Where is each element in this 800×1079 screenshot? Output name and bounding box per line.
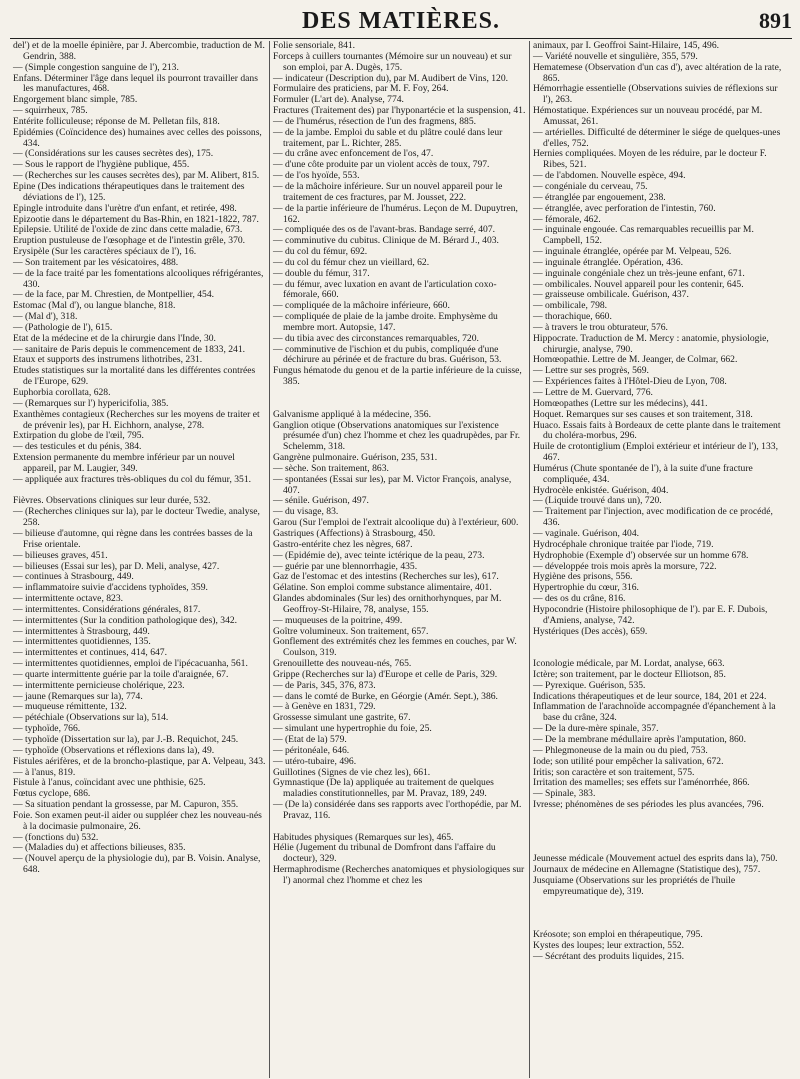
index-entry: — bilieuses graves, 451. — [13, 549, 108, 561]
index-entry: — appliquée aux fractures très-obliques du col du fémur, 351. — [13, 473, 252, 485]
index-entry: — inguinale engouée. Cas remarquables recueillis par M. Campbell, 152. — [533, 224, 754, 247]
index-entry: — jaune (Remarques sur la), 774. — [13, 690, 143, 702]
index-entry: — de l'humérus, résection de l'un des fragmens, 885. — [273, 115, 477, 127]
index-columns — [10, 41, 792, 1078]
index-entry: — intermittentes (Sur la condition pathologique des), 342. — [13, 614, 238, 626]
index-entry: — Sous le rapport de l'hygiène publique, 455. — [13, 159, 190, 171]
index-entry: — De la dure-mère spinale, 357. — [533, 723, 659, 735]
index-entry: — du fémur, avec luxation en avant de l'articulation coxo-fémorale, 660. — [273, 278, 497, 301]
index-entry: — (Recherches cliniques sur la), par le docteur Twedie, analyse, 258. — [13, 506, 260, 529]
index-entry: — du crâne avec enfoncement de l'os, 47. — [273, 148, 434, 160]
index-entry: — dans le comté de Burke, en Géorgie (Amér. Sept.), 386. — [273, 690, 498, 702]
index-entry: — (Pathologie de l'), 615. — [13, 321, 113, 333]
index-entry: — Variété nouvelle et singulière, 355, 579. — [533, 50, 698, 62]
index-entry: — pétéchiale (Observations sur la), 514. — [13, 712, 169, 724]
index-entry: — Lettre sur ses progrès, 569. — [533, 365, 649, 377]
index-entry: — compliquée de la mâchoire inférieure, 660. — [273, 300, 450, 312]
index-entry: — Sécrétant des produits liquides, 215. — [533, 950, 685, 962]
index-entry: — d'une côte produite par un violent accès de toux, 797. — [273, 159, 490, 171]
index-entry: Hygiène des prisons, 556. — [533, 571, 633, 583]
index-entry: — à Genève en 1831, 729. — [273, 701, 376, 713]
index-entry: — indicateur (Description du), par M. Audibert de Vins, 120. — [273, 72, 509, 84]
index-entry: — inflammatoire suivie d'accidens typhoïdes, 359. — [13, 582, 208, 594]
index-entry: — Expériences faites à l'Hôtel-Dieu de Lyon, 708. — [533, 376, 727, 388]
index-entry: — congéniale du cerveau, 75. — [533, 180, 648, 192]
index-entry: — bilieuse d'automne, qui règne dans les contrées basses de la Frise orientale. — [13, 527, 253, 550]
index-entry: Iode; son utilité pour empêcher la salivation, 672. — [533, 755, 724, 767]
index-entry: Garou (Sur l'emploi de l'extrait alcoolique du) à l'extérieur, 600. — [273, 517, 519, 529]
index-entry: — intermittentes à Strasbourg, 449. — [13, 625, 150, 637]
index-entry: Huile de crotontiglium (Emploi extérieur et intérieur de l'), 133, 467. — [533, 441, 778, 464]
index-entry: — du visage, 83. — [273, 506, 339, 518]
index-entry: Jeunesse médicale (Mouvement actuel des esprits dans la), 750. — [533, 853, 778, 865]
index-entry: Grenouillette des nouveau-nés, 765. — [273, 658, 412, 670]
index-entry: — bilieuses (Essai sur les), par D. Meli, analyse, 427. — [13, 560, 220, 572]
index-entry: Gastriques (Affections) à Strasbourg, 450. — [273, 527, 436, 539]
index-entry: Etaux et supports des instrumens lithotribes, 231. — [13, 354, 203, 366]
index-entry: — (Recherches sur les causes secrètes des), par M. Alibert, 815. — [13, 170, 260, 182]
index-entry: — spontanées (Essai sur les), par M. Victor François, analyse, 407. — [273, 473, 512, 496]
index-entry: — (Etat de la) 579. — [273, 734, 347, 745]
index-entry: Hélie (Jugement du tribunal de Domfront dans l'affaire du docteur), 329. — [273, 842, 496, 865]
page-number: 891 — [759, 8, 792, 33]
index-column-middle — [270, 41, 530, 1078]
index-entry: — typhoïde (Dissertation sur la), par J.-B. Requichot, 245. — [13, 734, 239, 745]
index-entry: — du col du fémur chez un vieillard, 62. — [273, 256, 430, 268]
index-entry: Formulaire des praticiens, par M. F. Foy, 264. — [273, 83, 449, 95]
index-entry: Epilepsie. Utilité de l'oxide de zinc dans cette maladie, 673. — [13, 224, 243, 236]
index-entry: Exanthèmes contagieux (Recherches sur les moyens de traiter et de prévenir les), par H. Eichhorn, analyse, 278. — [13, 408, 260, 431]
index-entry: — inguinale congéniale chez un très-jeune enfant, 671. — [533, 267, 745, 279]
index-entry: Extension permanente du membre inférieur par un nouvel appareil, par M. Laugier, 349. — [13, 452, 235, 474]
index-entry: — ombilicale, 798. — [533, 300, 608, 312]
index-entry: — sèche. Son traitement, 863. — [273, 462, 389, 474]
index-entry: Grossesse simulant une gastrite, 67. — [273, 712, 411, 724]
index-entry: — (fonctions du) 532. — [13, 831, 99, 843]
index-entry: — muqueuse rémittente, 132. — [13, 701, 127, 713]
index-entry: — de la jambe. Emploi du sable et du plâtre coulé dans leur traitement, par L. Richter, 285. — [273, 126, 503, 149]
index-entry: Hémostatique. Expériences sur un nouveau procédé, par M. Amussat, 261. — [533, 105, 763, 127]
index-entry: Galvanisme appliqué à la médecine, 356. — [273, 408, 431, 420]
index-entry: — comminutive de l'ischion et du pubis, compliquée d'une déchirure au périnée et de fracture du bras. Guérison, 53. — [273, 343, 502, 366]
index-entry: — sénile. Guérison, 497. — [273, 495, 369, 507]
index-entry: — (Mal d'), 318. — [13, 311, 78, 323]
index-entry: Fractures (Traitement des) par l'hyponartécie et la suspension, 41. — [273, 105, 526, 117]
index-entry: Goître volumineux. Son traitement, 657. — [273, 625, 429, 637]
index-entry: Hoquet. Remarques sur ses causes et son traitement, 318. — [533, 408, 753, 420]
index-entry: Formuler (L'art de). Analyse, 774. — [273, 94, 404, 106]
index-entry: — Sa situation pendant la grossesse, par M. Capuron, 355. — [13, 799, 239, 811]
index-entry: Homœopathie. Lettre de M. Jeanger, de Colmar, 662. — [533, 354, 738, 366]
index-entry: — intermittentes quotidiennes, emploi de l'ipécacuanha, 561. — [13, 658, 248, 670]
index-entry: Euphorbia corollata, 628. — [13, 387, 111, 398]
index-entry: Fièvres. Observations cliniques sur leur durée, 532. — [13, 495, 211, 507]
index-entry: Inflammation de l'arachnoïde accompagnée d'épanchement à la base du crâne, 324. — [533, 701, 776, 724]
index-entry: — intermittentes et continues, 414, 647. — [13, 647, 168, 659]
index-entry: — Spinale, 383. — [533, 788, 596, 800]
index-entry: Habitudes physiques (Remarques sur les), 465. — [273, 831, 454, 843]
index-entry: Epizootie dans le département du Bas-Rhin, en 1821-1822, 787. — [13, 213, 259, 225]
index-entry: — thorachique, 660. — [533, 311, 612, 323]
index-entry: Hypertrophie du cœur, 316. — [533, 582, 639, 594]
section-gap — [533, 637, 787, 648]
index-entry: — péritonéale, 646. — [273, 744, 350, 756]
index-entry: — Phlegmoneuse de la main ou du pied, 753. — [533, 744, 708, 756]
index-entry: Etudes statistiques sur la mortalité dans les différentes contrées de l'Europe, 629. — [13, 365, 256, 388]
index-entry: — étranglée par engouement, 238. — [533, 191, 666, 203]
index-entry: Fœtus cyclope, 686. — [13, 788, 91, 800]
index-column-left — [10, 41, 270, 1078]
index-entry: Hermaphrodisme (Recherches anatomiques et physiologiques sur l') anormal chez l'homme et chez les — [273, 864, 525, 886]
index-entry: — intermittentes. Considérations générales, 817. — [13, 603, 201, 615]
index-entry: animaux, par I. Geoffroi Saint-Hilaire, 145, 496. — [533, 41, 720, 51]
index-entry: Gonflement des extrémités chez les femmes en couches, par W. Coulson, 319. — [273, 636, 517, 659]
index-entry: — intermittente pernicieuse cholérique, 223. — [13, 679, 185, 691]
index-entry: Estomac (Mal d'), ou langue blanche, 818. — [13, 300, 176, 312]
section-gap — [533, 822, 787, 833]
index-entry: — (Liquide trouvé dans un), 720. — [533, 495, 662, 507]
index-entry: Guillotines (Signes de vie chez les), 661. — [273, 766, 431, 778]
index-entry: Foie. Son examen peut-il aider ou suppléer chez les nouveau-nés à la docimasie pulmonaire, 26. — [13, 809, 262, 832]
index-entry: Huaco. Essais faits à Bordeaux de cette plante dans le traitement du choléra-morbus, 296. — [533, 419, 781, 442]
index-entry: — utéro-tubaire, 496. — [273, 755, 357, 767]
index-entry: — (Remarques sur l') hypericifolia, 385. — [13, 397, 169, 409]
index-entry: Gastro-entérite chez les nègres, 687. — [273, 538, 413, 550]
index-entry: Entérite folliculeuse; réponse de M. Pelletan fils, 818. — [13, 115, 220, 127]
index-entry: — simulant une hypertrophie du foie, 25. — [273, 723, 432, 735]
index-entry: — intermittente octave, 823. — [13, 593, 124, 605]
section-gap — [533, 811, 787, 822]
index-entry: Hydrocéphale chronique traitée par l'iode, 719. — [533, 538, 714, 550]
index-entry: — des testicules et du pénis, 384. — [13, 441, 142, 453]
index-column-right — [530, 41, 790, 1078]
index-entry: Journaux de médecine en Allemagne (Statistique des), 757. — [533, 864, 761, 876]
index-entry: — (Nouvel aperçu de la physiologie du), par B. Voisin. Analyse, 648. — [13, 853, 261, 876]
index-entry: — sanitaire de Paris depuis le commencement de 1833, 241. — [13, 343, 246, 355]
index-entry: Glandes abdominales (Sur les) des ornithorhynques, par M. Geoffroy-St-Hilaire, 78, analyse, 155. — [273, 593, 502, 615]
index-entry: Hystériques (Des accès), 659. — [533, 625, 648, 637]
index-entry: — compliquée des os de l'avant-bras. Bandage serré, 407. — [273, 224, 496, 236]
section-gap — [273, 822, 526, 833]
index-entry: del') et de la moelle épinière, par J. Abercombie, traduction de M. Gendrin, 388. — [13, 41, 265, 62]
section-gap — [533, 833, 787, 844]
index-entry: Homœopathes (Lettre sur les médecins), 441. — [533, 397, 708, 409]
index-entry: — Lettre de M. Guervard, 776. — [533, 387, 653, 398]
index-entry: — de la mâchoire inférieure. Sur un nouvel appareil pour le traitement de ces fractures, par M. Jousset, 222. — [273, 180, 503, 203]
page-title: DES MATIÈRES. — [302, 8, 500, 34]
index-entry: — typhoïde (Observations et réflexions dans la), 49. — [13, 744, 215, 756]
index-entry: Gymnastique (De la) appliquée au traitement de quelques maladies constitutionnelles, par M. Pravaz, 189, 249. — [273, 777, 494, 800]
index-entry: Hydrocèle enkistée. Guérison, 404. — [533, 484, 669, 496]
index-entry: — de l'abdomen. Nouvelle espèce, 494. — [533, 170, 686, 182]
index-entry: — à travers le trou obturateur, 576. — [533, 321, 668, 333]
index-entry: Hydrophobie (Exemple d') observée sur un homme 678. — [533, 549, 749, 561]
index-entry: — squirrheux, 785. — [13, 105, 88, 117]
index-entry: Epine (Des indications thérapeutiques dans le traitement des déviations de l'), 125. — [13, 180, 245, 203]
index-entry: — de Paris, 345, 376, 873. — [273, 679, 376, 691]
index-entry: — étranglée, avec perforation de l'intestin, 760. — [533, 202, 716, 214]
index-entry: — compliquée de plaie de la jambe droite. Emphysème du membre mort. Autopsie, 147. — [273, 311, 498, 333]
index-entry: — de la partie inférieure de l'humérus. Leçon de M. Dupuytren, 162. — [273, 202, 518, 225]
index-entry: Hippocrate. Traduction de M. Mercy : anatomie, physiologie, chirurgie, analyse, 790. — [533, 332, 769, 355]
index-entry: Irritation des mamelles; ses effets sur l'aménorrhée, 866. — [533, 777, 750, 789]
index-entry: — inguinale étranglée. Opération, 436. — [533, 256, 683, 268]
section-gap — [273, 388, 526, 399]
index-entry: Eruption pustuleuse de l'œsophage et de l'intestin grêle, 370. — [13, 235, 246, 247]
index-entry: Hernies compliquées. Moyen de les réduire, par le docteur F. Ribes, 521. — [533, 148, 767, 171]
index-entry: — Pyrexique. Guérison, 535. — [533, 679, 646, 691]
index-entry: Forceps à cuillers tournantes (Mémoire sur un nouveau) et sur son emploi, par A. Dugès, 175. — [273, 50, 512, 73]
index-entry: Indications thérapeutiques et de leur source, 184, 201 et 224. — [533, 690, 767, 702]
index-entry: Hematemese (Observation d'un cas d'), avec altération de la rate, 865. — [533, 61, 782, 84]
index-entry: — des os du crâne, 816. — [533, 593, 626, 605]
index-entry: Iconologie médicale, par M. Lordat, analyse, 663. — [533, 658, 725, 670]
index-entry: Epingle introduite dans l'urètre d'un enfant, et retirée, 498. — [13, 202, 237, 214]
index-entry: — muqueuses de la poitrine, 499. — [273, 614, 403, 626]
index-entry: — (Simple congestion sanguine de l'), 213. — [13, 61, 179, 73]
index-entry: — graisseuse ombilicale. Guérison, 437. — [533, 289, 689, 301]
index-entry: — du tibia avec des circonstances remarquables, 720. — [273, 332, 479, 344]
index-entry: — (Considérations sur les causes secrètes des), 175. — [13, 148, 214, 160]
index-entry: — de l'os hyoïde, 553. — [273, 170, 360, 182]
index-entry: — (Maladies du) et affections bilieuses, 835. — [13, 842, 186, 854]
index-entry: — (De la) considérée dans ses rapports avec l'orthopédie, par M. Pravaz, 116. — [273, 799, 522, 821]
index-entry: Kystes des loupes; leur extraction, 552. — [533, 940, 685, 952]
index-entry: Iritis; son caractère et son traitement, 575. — [533, 766, 695, 778]
index-entry: — quarte intermittente guérie par la toile d'araignée, 67. — [13, 668, 229, 680]
index-entry: Grippe (Recherches sur la) d'Europe et celle de Paris, 329. — [273, 668, 498, 680]
index-entry: Engorgement blanc simple, 785. — [13, 94, 138, 106]
index-entry: Fungus hématode du genou et de la partie inférieure de la cuisse, 385. — [273, 365, 522, 388]
index-entry: — guérie par une blennorrhagie, 435. — [273, 560, 418, 572]
index-entry: — typhoïde, 766. — [13, 723, 81, 735]
index-entry: Fistule à l'anus, coïncidant avec une phthisie, 625. — [13, 777, 206, 789]
index-entry: Gaz de l'estomac et des intestins (Recherches sur les), 617. — [273, 571, 499, 583]
index-entry: — double du fémur, 317. — [273, 267, 370, 279]
index-entry: Enfans. Déterminer l'âge dans lequel ils pourront travailler dans les manufactures, 468. — [13, 72, 258, 95]
index-entry: — continues à Strasbourg, 449. — [13, 571, 134, 583]
index-entry: Gélatine. Son emploi comme substance alimentaire, 401. — [273, 582, 492, 594]
index-entry: Hypocondrie (Histoire philosophique de l'). par E. F. Dubois, d'Amiens, analyse, 742. — [533, 603, 768, 626]
index-entry: Folie sensoriale, 841. — [273, 41, 356, 51]
index-entry: Gangrène pulmonaire. Guérison, 235, 531. — [273, 452, 438, 464]
index-entry: Fistules aérifères, et de la broncho-plastique, par A. Velpeau, 343. — [13, 755, 266, 767]
index-entry: — Son traitement par les vésicatoires, 488. — [13, 256, 179, 268]
section-gap — [533, 898, 787, 909]
index-entry: — Traitement par l'injection, avec modification de ce procédé, 436. — [533, 506, 773, 529]
index-entry: — comminutive du cubitus. Clinique de M. Bérard J., 403. — [273, 235, 499, 247]
index-entry: — De la membrane médullaire après l'amputation, 860. — [533, 734, 746, 745]
index-entry: — ombilicales. Nouvel appareil pour les contenir, 645. — [533, 278, 744, 290]
index-entry: — vaginale. Guérison, 404. — [533, 527, 640, 539]
index-entry: — fémorale, 462. — [533, 213, 601, 225]
index-entry: Jusquiame (Observations sur les propriétés de l'huile empyreumatique de), 319. — [533, 874, 736, 897]
index-entry: Extirpation du globe de l'œil, 795. — [13, 430, 144, 442]
index-entry: Ictère; son traitement, par le docteur Elliotson, 85. — [533, 668, 726, 680]
index-entry: — développée trois mois après la morsure, 722. — [533, 560, 717, 572]
page-header — [10, 0, 792, 39]
index-entry: Etat de la médecine et de la chirurgie dans l'Inde, 30. — [13, 332, 216, 344]
index-entry: Epidémies (Coïncidence des) humaines avec celles des poissons, 434. — [13, 126, 262, 149]
index-entry: — artérielles. Difficulté de déterminer le siége de quelques-unes d'elles, 752. — [533, 126, 781, 149]
index-entry: — inguinale étranglée, opérée par M. Velpeau, 526. — [533, 246, 732, 258]
index-entry: Ganglion otique (Observations anatomiques sur l'existence présumée d'un) chez l'homme et chez les quadrupèdes, par Fr. Schelemm, 318. — [273, 419, 521, 453]
index-entry: — à l'anus, 819. — [13, 766, 76, 778]
index-entry: Erysipèle (Sur les caractères spéciaux de l'), 16. — [13, 246, 197, 258]
index-entry: — de la face traité par les fomentations alcooliques réfrigérantes, 430. — [13, 267, 264, 290]
index-entry: — intermittentes quotidiennes, 135. — [13, 636, 151, 648]
index-entry: Kréosote; son emploi en thérapeutique, 795. — [533, 929, 703, 941]
index-entry: Ivresse; phénomènes de ses périodes les plus avancées, 796. — [533, 799, 764, 811]
index-entry: — du col du fémur, 692. — [273, 246, 368, 258]
index-entry: — (Epidémie de), avec teinte ictérique de la peau, 273. — [273, 549, 485, 561]
index-entry: Hémorrhagie essentielle (Observations suivies de réflexions sur l'), 263. — [533, 83, 778, 106]
index-entry: — de la face, par M. Chrestien, de Montpellier, 454. — [13, 289, 215, 301]
section-gap — [533, 909, 787, 920]
index-entry: Humérus (Chute spontanée de l'), à la suite d'une fracture compliquée, 434. — [533, 462, 753, 485]
